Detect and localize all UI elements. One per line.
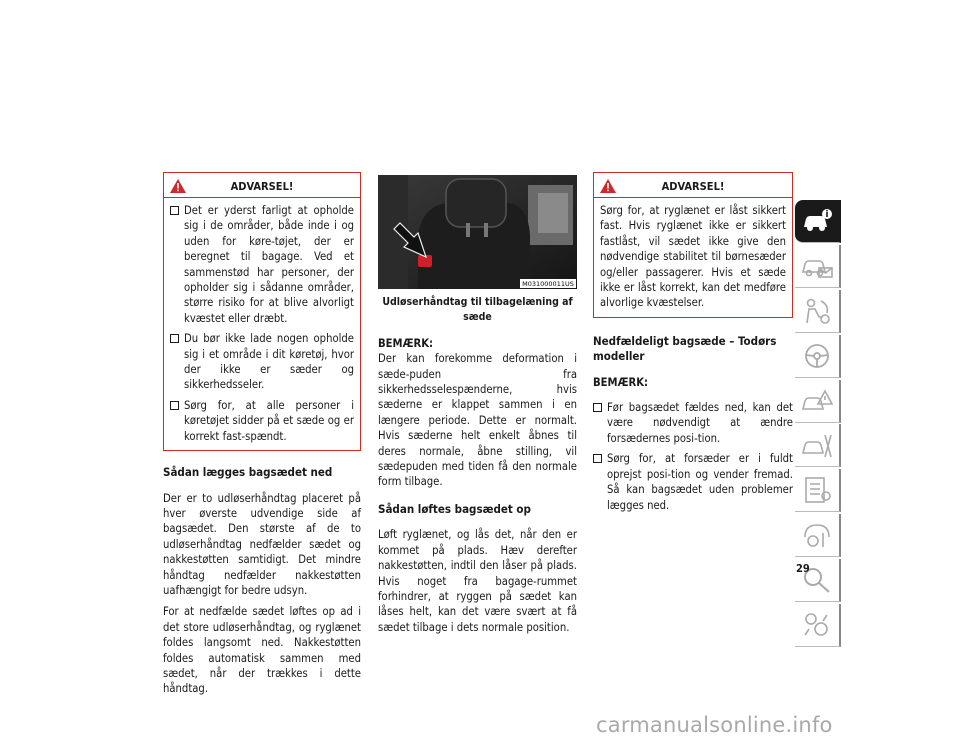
paragraph: Der kan forekomme deformation i sæde-puden fra sikkerhedsselespænderne, hvis sæderne er klappet sammen i en længere periode. Dette er normalt. Hvis sæderne helt enkelt åbnes til deres normale, åbne stilling, vil sædepuden med tiden få den normale form tilbage. <box>378 352 577 489</box>
seat-release-photo <box>378 175 577 289</box>
tab-car-mail[interactable] <box>795 245 841 288</box>
warning-box <box>163 172 361 451</box>
column-right <box>593 172 793 518</box>
steering-wheel-icon <box>801 342 833 370</box>
note-label: BEMÆRK: <box>593 375 649 389</box>
paragraph: Løft ryglænet, og lås det, når den er kommet på plads. Hæv derefter nakkestøtten, indtil den låser på plads. Hvis noget fra bagage-rummet forhindrer, at ryggen på sædet kan låses helt, kan det være svært at få sædet tilbage i dets normale position. <box>378 528 577 634</box>
tab-emergency[interactable] <box>795 380 841 423</box>
warning-title: ADVARSEL! <box>661 180 725 193</box>
checkbox-bullet-icon <box>593 403 602 412</box>
checkbox-bullet-icon <box>593 454 602 463</box>
tab-specifications[interactable] <box>795 469 841 512</box>
car-mail-icon <box>801 252 833 280</box>
car-info-icon <box>801 207 833 235</box>
language-icon <box>801 611 833 639</box>
section-heading: Nedfældeligt bagsæde – Todørs modeller <box>593 333 777 364</box>
watermark: carmanualsonline.info <box>596 713 833 737</box>
warning-item: Det er yderst farligt at opholde sig i de områder, både inde i og uden for køre-tøjet, der er beregnet til bagage. Ved et sammenstød har personer, der opholder sig i sådanne områder, større risiko for at blive alvorligt kvæstet eller dræbt. <box>170 203 354 326</box>
tab-languages[interactable] <box>795 604 841 647</box>
section-heading: Sådan lægges bagsædet ned <box>163 465 333 480</box>
note-label: BEMÆRK: <box>378 336 434 350</box>
specifications-list-icon <box>801 476 833 504</box>
checkbox-bullet-icon <box>170 206 179 215</box>
paragraph: Der er to udløserhåndtag placeret på hver øverste udvendige side af bagsædet. Den største af de to udløserhåndtag nedfælder sædet og nakkestøtten samtidigt. Det mindre håndtag nedfælder nakkestøtten uafhængigt for bedre udsyn. <box>163 491 361 597</box>
list-item: Sørg for, at forsæder er i fuldt oprejst posi-tion og vender fremad. Så kan bagsædet uden problemer lægges ned. <box>593 451 793 513</box>
paragraph: For at nedfælde sædet løftes op ad i det store udløserhåndtag, og ryglænet foldes langsomt ned. Nakkestøtten foldes automatisk sammen med sædet, når der trækkes i dette håndtag. <box>163 605 361 696</box>
warning-header <box>164 177 360 198</box>
tab-service[interactable] <box>795 424 841 467</box>
tab-multimedia[interactable] <box>795 514 841 557</box>
warning-car-icon <box>801 387 833 415</box>
photo-code: M031000011US <box>522 280 574 288</box>
checkbox-bullet-icon <box>170 401 179 410</box>
tab-driving[interactable] <box>795 335 841 378</box>
warning-text: Sørg for, at ryglænet er låst sikkert fast. Hvis ryglænet ikke er sikkert fastlåst, vil sædet ikke give den nødvendige stabilitet til børnesæder og/eller passagerer. Hvis et sæde ikke er låst korrekt, kan det medføre alvorlige kvæstelser. <box>600 204 786 310</box>
column-middle <box>378 175 577 641</box>
checkbox-bullet-icon <box>170 334 179 343</box>
list-item: Før bagsædet fældes ned, kan det være nødvendigt at ændre forsædernes posi-tion. <box>593 400 793 446</box>
person-airbag-icon <box>801 297 833 325</box>
section-heading: Sådan løftes bagsædet op <box>378 501 531 516</box>
warning-box <box>593 172 793 318</box>
figure-caption: Udløserhåndtag til tilbagelæning af sæde <box>382 296 573 324</box>
column-left <box>163 172 361 703</box>
page-number: 29 <box>796 562 810 575</box>
tab-safety[interactable] <box>795 290 841 333</box>
warning-header <box>594 177 792 198</box>
chapter-tabs <box>795 200 841 649</box>
multimedia-icon <box>801 521 833 549</box>
car-tools-icon <box>801 431 833 459</box>
warning-title: ADVARSEL! <box>230 180 294 193</box>
warning-item: Sørg for, at alle personer i køretøjet sidder på et sæde og er korrekt fast-spændt. <box>170 398 354 444</box>
warning-item: Du bør ikke lade nogen opholde sig i et område i dit køretøj, hvor der ikke er sæder og sikkerhedsseler. <box>170 331 354 393</box>
tab-car-info[interactable] <box>795 200 841 243</box>
